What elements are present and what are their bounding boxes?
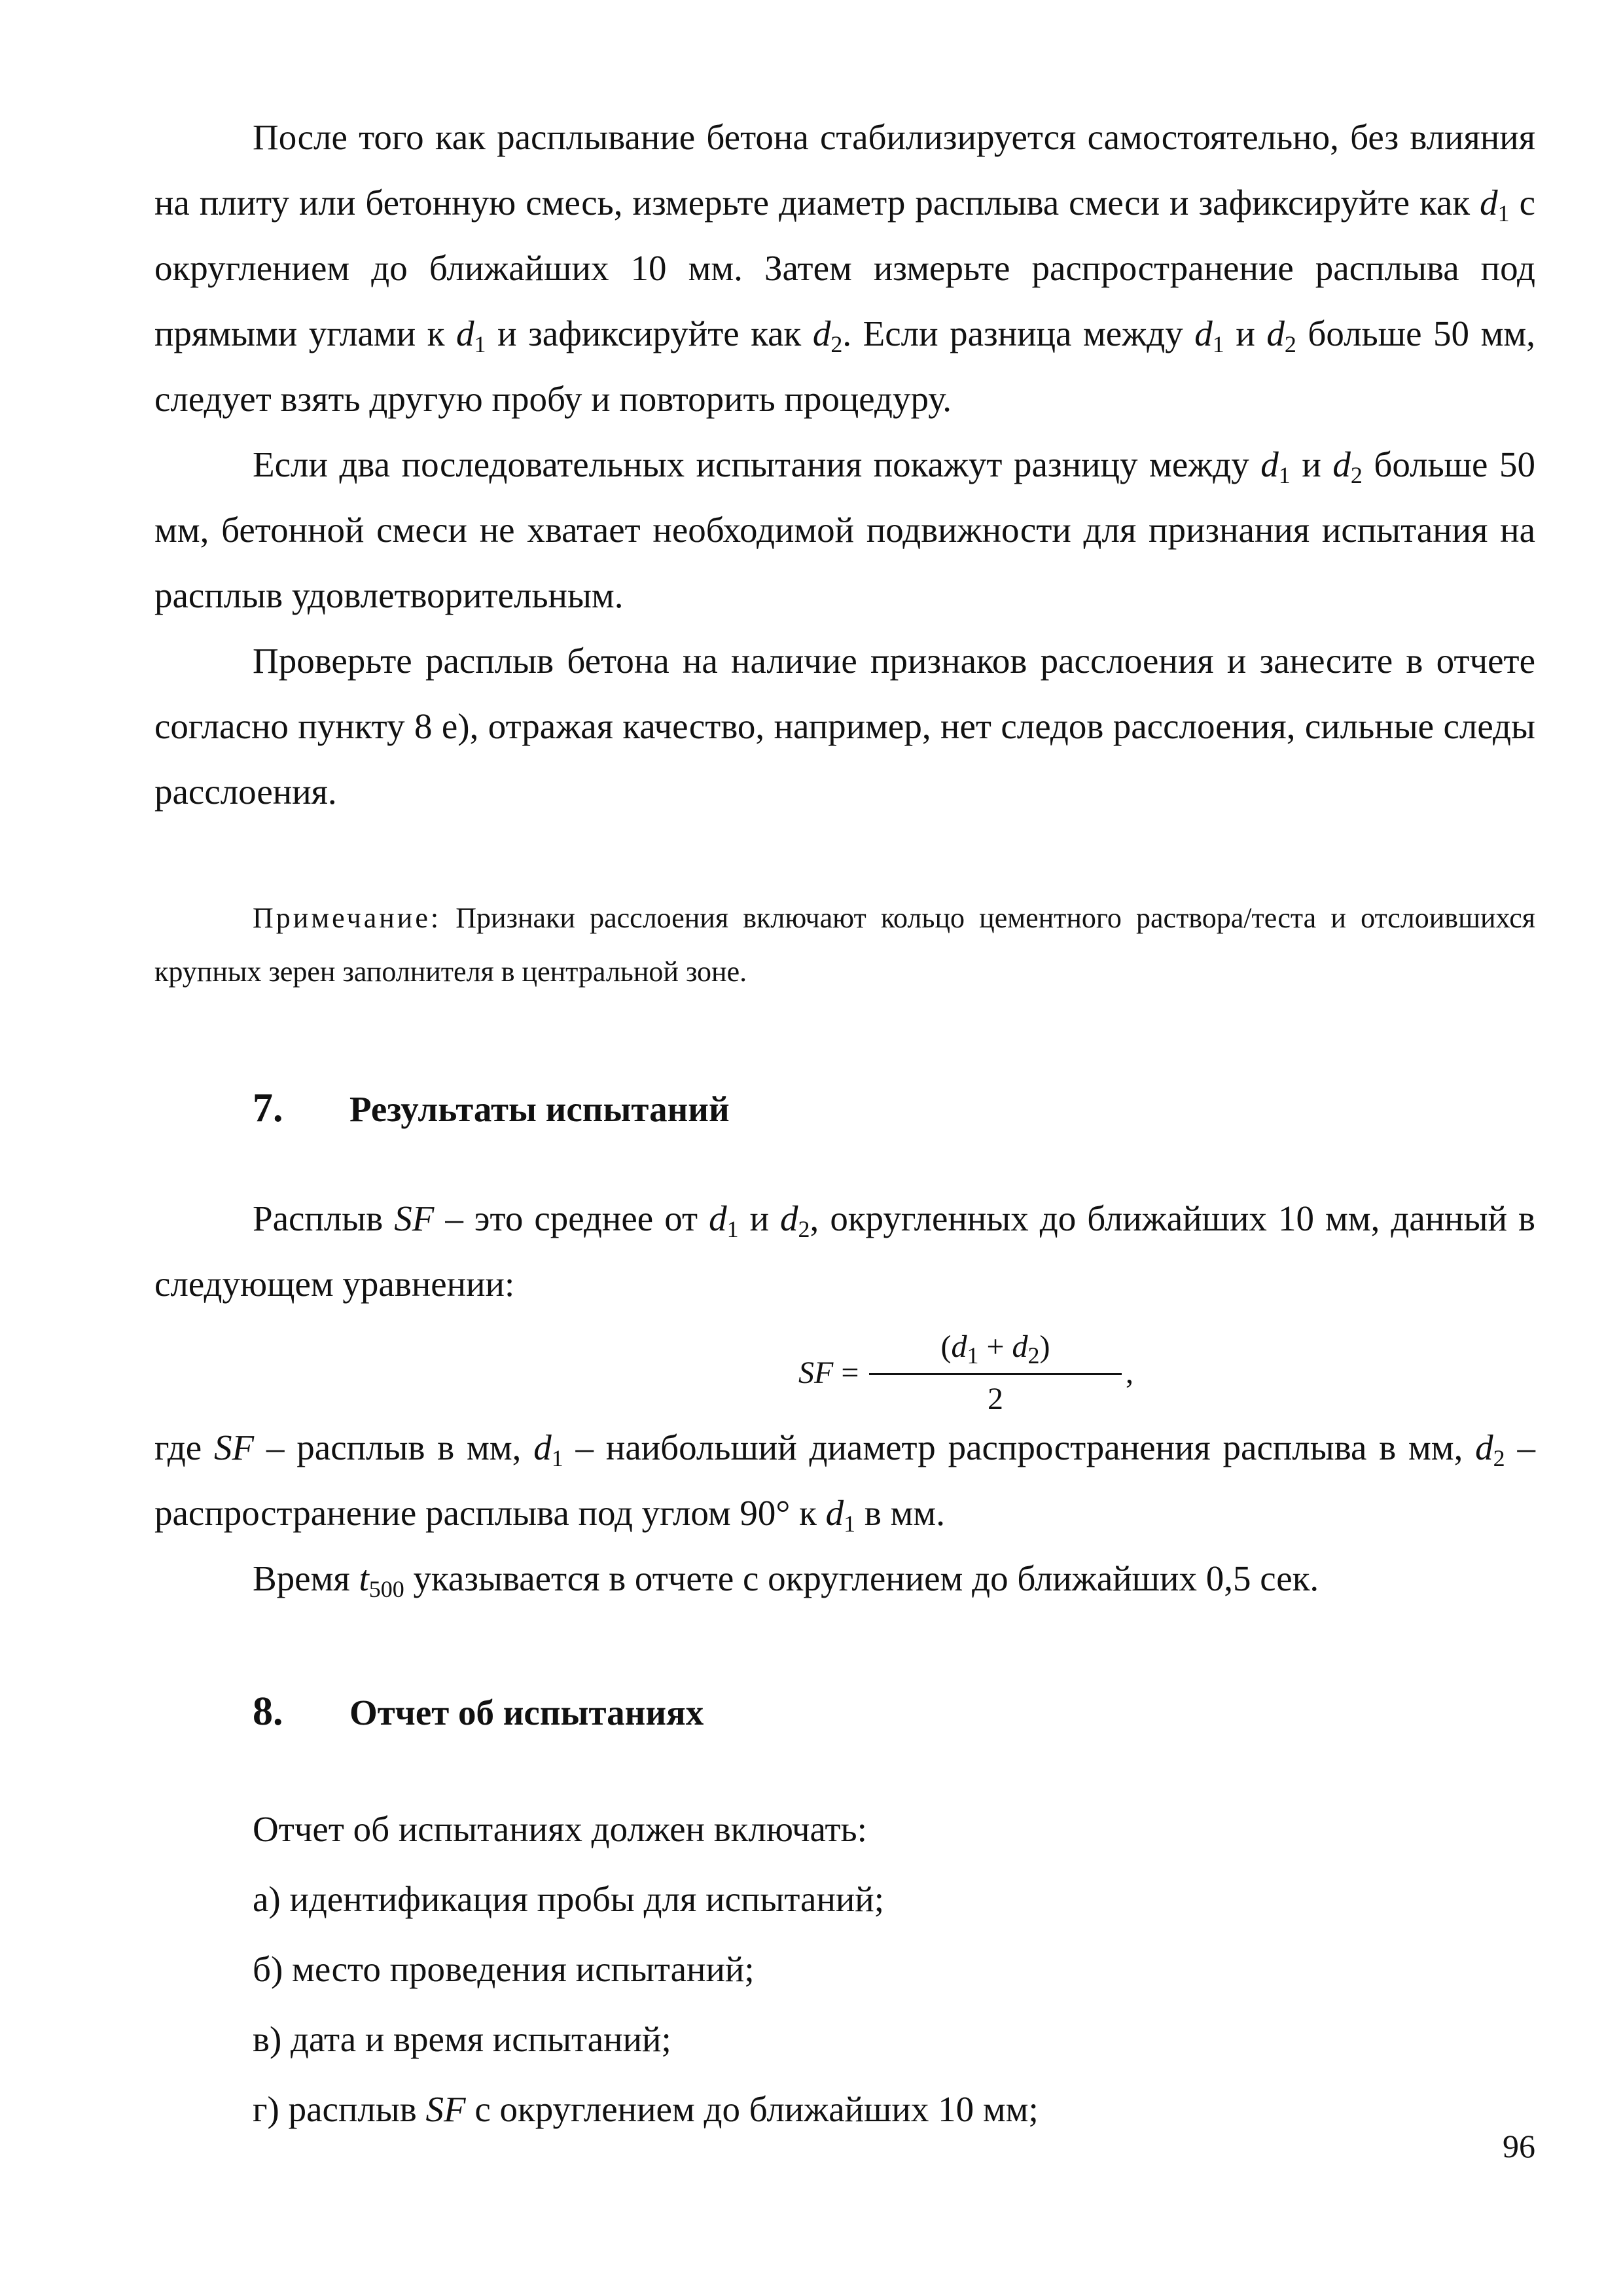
section-number: 8. xyxy=(253,1689,283,1734)
page-number: 96 xyxy=(1503,2128,1535,2164)
note: Примечание: Признаки расслоения включают кольцо цементного раствора/теста и отслоившихся крупных зерен заполнителя в центральной зоне. xyxy=(154,902,1535,988)
report-intro: Отчет об испытаниях должен включать: xyxy=(253,1809,867,1849)
paragraph-formula-legend: где SF – расплыв в мм, $d_1$ – наибольший диаметр распространения расплыва в мм, $d_2$ – распространение расплыва под углом 90° к $d_1$ в мм. xyxy=(154,1427,1535,1537)
section-title: Результаты испытаний xyxy=(349,1089,730,1129)
formula-comma: , xyxy=(1126,1355,1133,1390)
paragraph-spread-definition: Расплыв SF – это среднее от $d_1$ и $d_2$, округленных до ближайших 10 мм, данный в следующем уравнении: xyxy=(154,1198,1535,1304)
section-8-heading xyxy=(253,1689,704,1735)
section-7-heading xyxy=(253,1085,730,1132)
paragraph-t500: Время $t_{500}$ указывается в отчете с округлением до ближайших 0,5 сек. xyxy=(253,1558,1319,1602)
formula-denominator: 2 xyxy=(988,1382,1003,1416)
paragraph-spread-measurement: После того как расплывание бетона стабилизируется самостоятельно, без влияния на плиту или бетонную смесь, измерьте диаметр расплыва смеси и зафиксируйте как $d_1$ с округлением до ближайших 10 мм. Затем измерьте распространение расплыва под прямыми углами к $d_1$ и зафиксируйте как $d_2$. Если разница между $d_1$ и $d_2$ больше 50 мм, следует взять другую пробу и повторить процедуру. xyxy=(154,117,1535,419)
paragraph-segregation-check: Проверьте расплыв бетона на наличие признаков расслоения и занесите в отчете согласно пункту 8 е), отражая качество, например, нет следов расслоения, сильные следы расслоения. xyxy=(154,641,1535,812)
report-item-d: г) расплыв SF с округлением до ближайших 10 мм; xyxy=(253,2089,1039,2129)
note-label: Примечание: xyxy=(253,902,442,934)
formula-fraction xyxy=(869,1321,1122,1421)
section-title: Отчет об испытаниях xyxy=(349,1693,704,1732)
section-number: 7. xyxy=(253,1086,283,1130)
report-item-c: в) дата и время испытаний; xyxy=(253,2019,671,2059)
formula-lhs: SF = xyxy=(798,1355,859,1390)
paragraph-two-tests: Если два последовательных испытания покажут разницу между $d_1$ и $d_2$ больше 50 мм, бетонной смеси не хватает необходимой подвижности для признания испытания на расплыв удовлетворительным. xyxy=(154,444,1535,615)
report-item-a: а) идентификация пробы для испытаний; xyxy=(253,1879,885,1919)
report-item-b: б) место проведения испытаний; xyxy=(253,1949,755,1989)
formula-numerator: $(d_1 + d_2)$ xyxy=(940,1329,1050,1369)
